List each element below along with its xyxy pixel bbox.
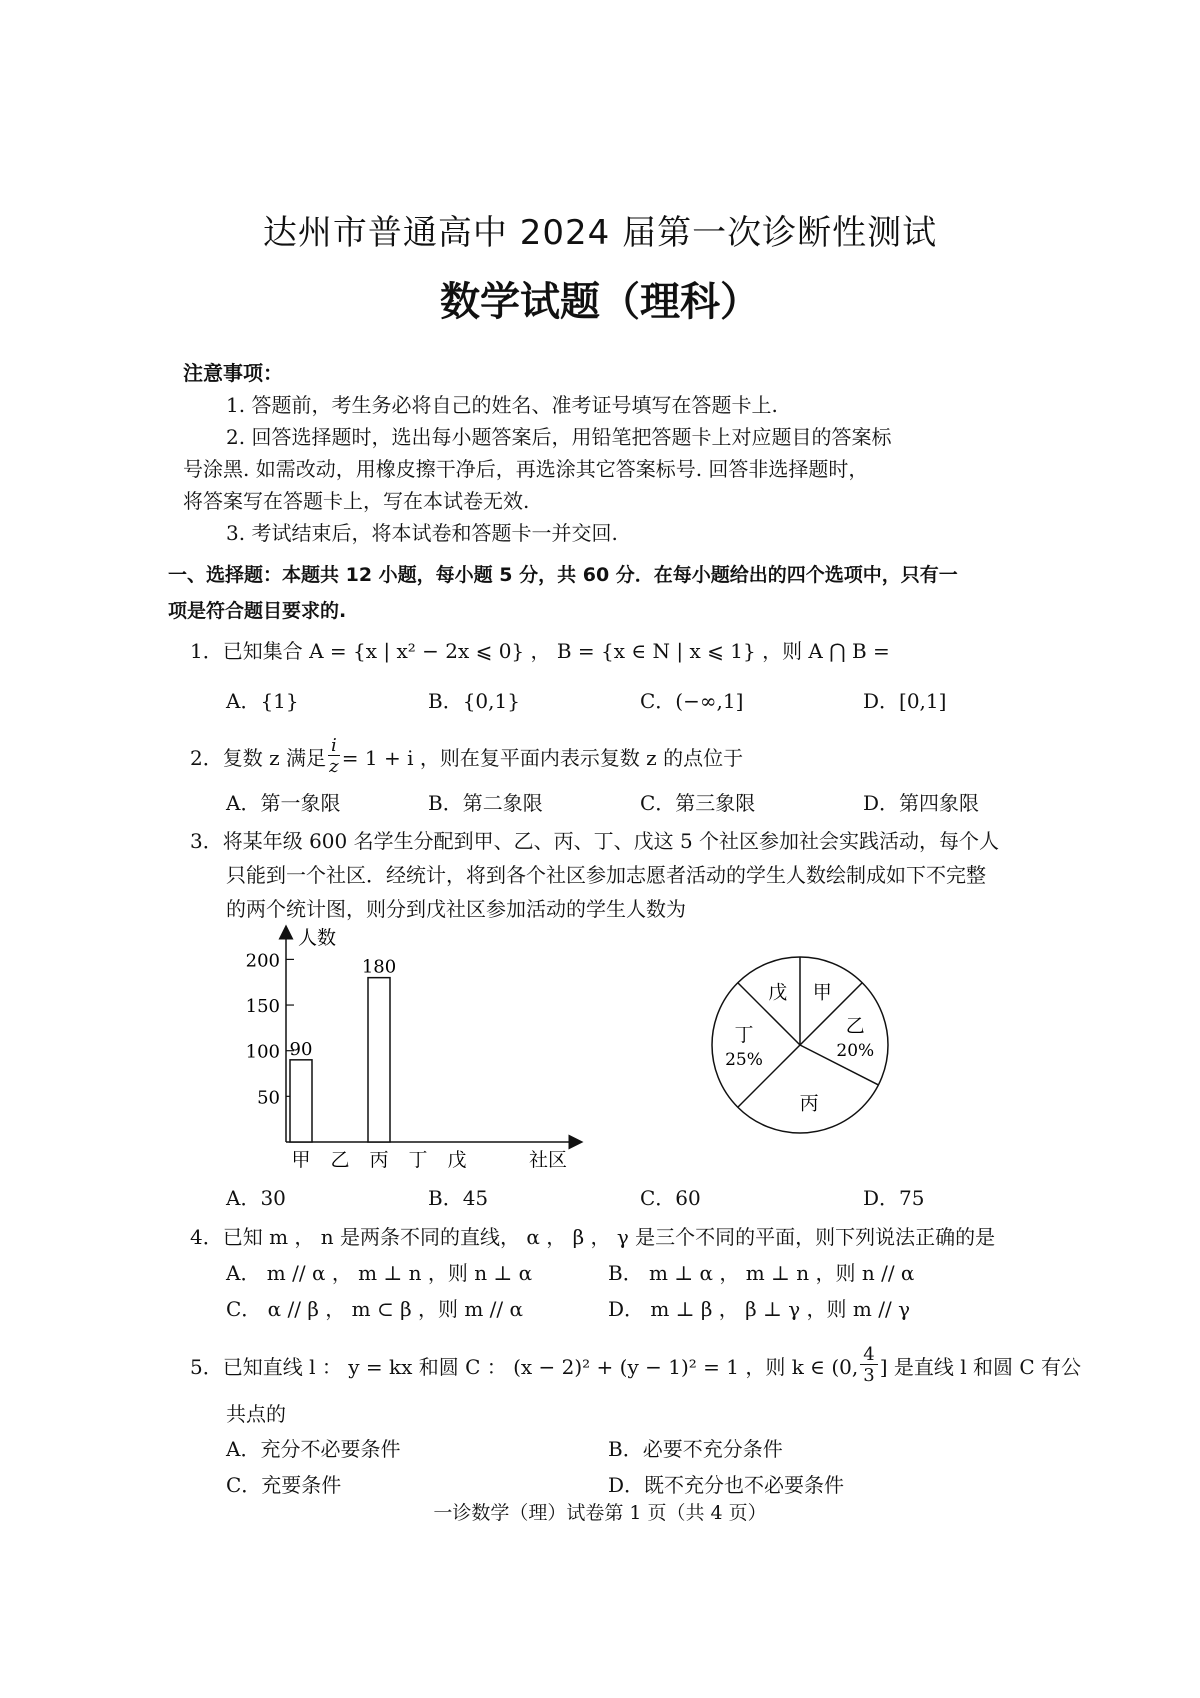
y-tick-label: 150 [245, 996, 280, 1018]
question-1-option-d: D．[0,1] [863, 689, 947, 713]
x-tick-label: 丁 [408, 1149, 428, 1171]
notice-item-3: 3. 考试结束后，将本试卷和答题卡一并交回. [226, 521, 618, 545]
bar [290, 1060, 312, 1142]
question-1-option-c: C．(−∞,1] [640, 689, 744, 713]
question-3-line-2: 只能到一个社区．经统计，将到各个社区参加志愿者活动的学生人数绘制成如下不完整 [226, 863, 986, 887]
y-tick-label: 200 [245, 950, 280, 972]
question-5-suffix: ] 是直线 l 和圆 C 有公 [879, 1355, 1081, 1379]
question-2-option-c: C．第三象限 [640, 791, 756, 815]
question-4-option-b: B． m ⊥ α ， m ⊥ n ，则 n // α [608, 1261, 915, 1285]
section-heading: 一、选择题：本题共 12 小题，每小题 5 分，共 60 分．在每小题给出的四个选项中，只有一 [168, 564, 958, 586]
fraction-numerator: i [328, 737, 340, 756]
section-heading-cont: 项是符合题目要求的. [168, 600, 347, 622]
question-4-option-c: C． α // β ， m ⊂ β ，则 m // α [226, 1297, 524, 1321]
notice-heading: 注意事项： [183, 361, 283, 385]
question-2-option-d: D．第四象限 [863, 791, 980, 815]
question-5-line-2: 共点的 [226, 1402, 286, 1426]
question-5-option-a: A．充分不必要条件 [226, 1437, 401, 1461]
x-axis-label: 社区 [529, 1149, 568, 1171]
question-3-line-1: 3．将某年级 600 名学生分配到甲、乙、丙、丁、戊这 5 个社区参加社会实践活动，每个人 [190, 829, 1000, 853]
question-3-option-d: D．75 [863, 1186, 925, 1210]
pie-slice-percent: 20% [836, 1041, 875, 1062]
question-5-prefix: 5．已知直线 l ： y = kx 和圆 C ： (x − 2)² + (y − 1)² = 1 ，则 k ∈ (0, [190, 1355, 859, 1379]
question-5-stem [190, 1346, 1081, 1385]
x-tick-label: 乙 [330, 1149, 350, 1171]
bar-chart-marks [246, 950, 467, 1171]
question-1-option-a: A．{1} [226, 689, 299, 713]
pie-slice-name: 甲 [812, 981, 832, 1004]
pie-slice-name: 戊 [768, 981, 788, 1004]
notice-item-1: 1. 答题前，考生务必将自己的姓名、准考证号填写在答题卡上. [226, 393, 778, 417]
fraction-denominator: 3 [863, 1365, 875, 1386]
pie-slice-name: 丁 [734, 1024, 754, 1046]
question-2-option-a: A．第一象限 [226, 791, 341, 815]
exam-subtitle: 数学试题（理科） [440, 278, 760, 325]
question-3-option-c: C．60 [640, 1186, 701, 1210]
page-footer: 一诊数学（理）试卷第 1 页（共 4 页） [433, 1502, 767, 1524]
question-5-option-c: C．充要条件 [226, 1473, 342, 1497]
pie-slice-percent: 25% [725, 1050, 763, 1070]
fraction-numerator: 4 [860, 1346, 877, 1365]
notice-item-2: 2. 回答选择题时，选出每小题答案后，用铅笔把答题卡上对应题目的答案标 [226, 425, 892, 449]
question-4-option-d: D． m ⊥ β ， β ⊥ γ ，则 m // γ [608, 1297, 911, 1321]
x-tick-label: 甲 [291, 1149, 311, 1171]
exam-title: 达州市普通高中 2024 届第一次诊断性测试 [262, 213, 938, 253]
question-4-option-a: A． m // α ， m ⊥ n ，则 n ⊥ α [226, 1261, 533, 1285]
question-2-prefix: 2．复数 z 满足 [190, 746, 326, 770]
question-4-stem: 4．已知 m ， n 是两条不同的直线， α ， β ， γ 是三个不同的平面，则下列说法正确的是 [190, 1225, 996, 1249]
pie-chart-marks [712, 957, 888, 1133]
y-tick-label: 100 [245, 1041, 280, 1063]
question-5-option-d: D．既不充分也不必要条件 [608, 1473, 845, 1497]
bar-data-label: 90 [289, 1038, 313, 1060]
bar-data-label: 180 [361, 956, 397, 978]
pie-slice-name: 丙 [799, 1092, 819, 1115]
question-1-option-b: B．{0,1} [428, 689, 520, 713]
question-2-fraction [328, 737, 340, 776]
question-5-fraction [860, 1346, 877, 1385]
pie-chart [690, 935, 910, 1155]
question-2-stem [190, 737, 743, 776]
x-tick-label: 戊 [447, 1149, 467, 1171]
notice-item-2-cont: 号涂黑. 如需改动，用橡皮擦干净后，再选涂其它答案标号. 回答非选择题时， [183, 457, 869, 481]
question-3-line-3: 的两个统计图，则分到戊社区参加活动的学生人数为 [226, 897, 686, 921]
question-1-stem: 1．已知集合 A = {x | x² − 2x ⩽ 0} ， B = {x ∈ N | x ⩽ 1} ，则 A ⋂ B = [190, 639, 890, 663]
pie-slice-name: 乙 [845, 1015, 865, 1038]
x-tick-label: 丙 [369, 1149, 389, 1171]
y-axis-label: 人数 [298, 927, 337, 949]
question-5-option-b: B．必要不充分条件 [608, 1437, 783, 1461]
question-2-suffix: = 1 + i ，则在复平面内表示复数 z 的点位于 [341, 746, 744, 770]
bar [368, 978, 390, 1142]
notice-item-2-cont2: 将答案写在答题卡上，写在本试卷无效. [183, 489, 530, 513]
question-3-option-b: B．45 [428, 1186, 489, 1210]
question-3-option-a: A．30 [226, 1186, 286, 1210]
bar-chart [240, 920, 600, 1175]
fraction-denominator: z [329, 756, 339, 777]
question-2-option-b: B．第二象限 [428, 791, 543, 815]
y-tick-label: 50 [257, 1087, 280, 1109]
